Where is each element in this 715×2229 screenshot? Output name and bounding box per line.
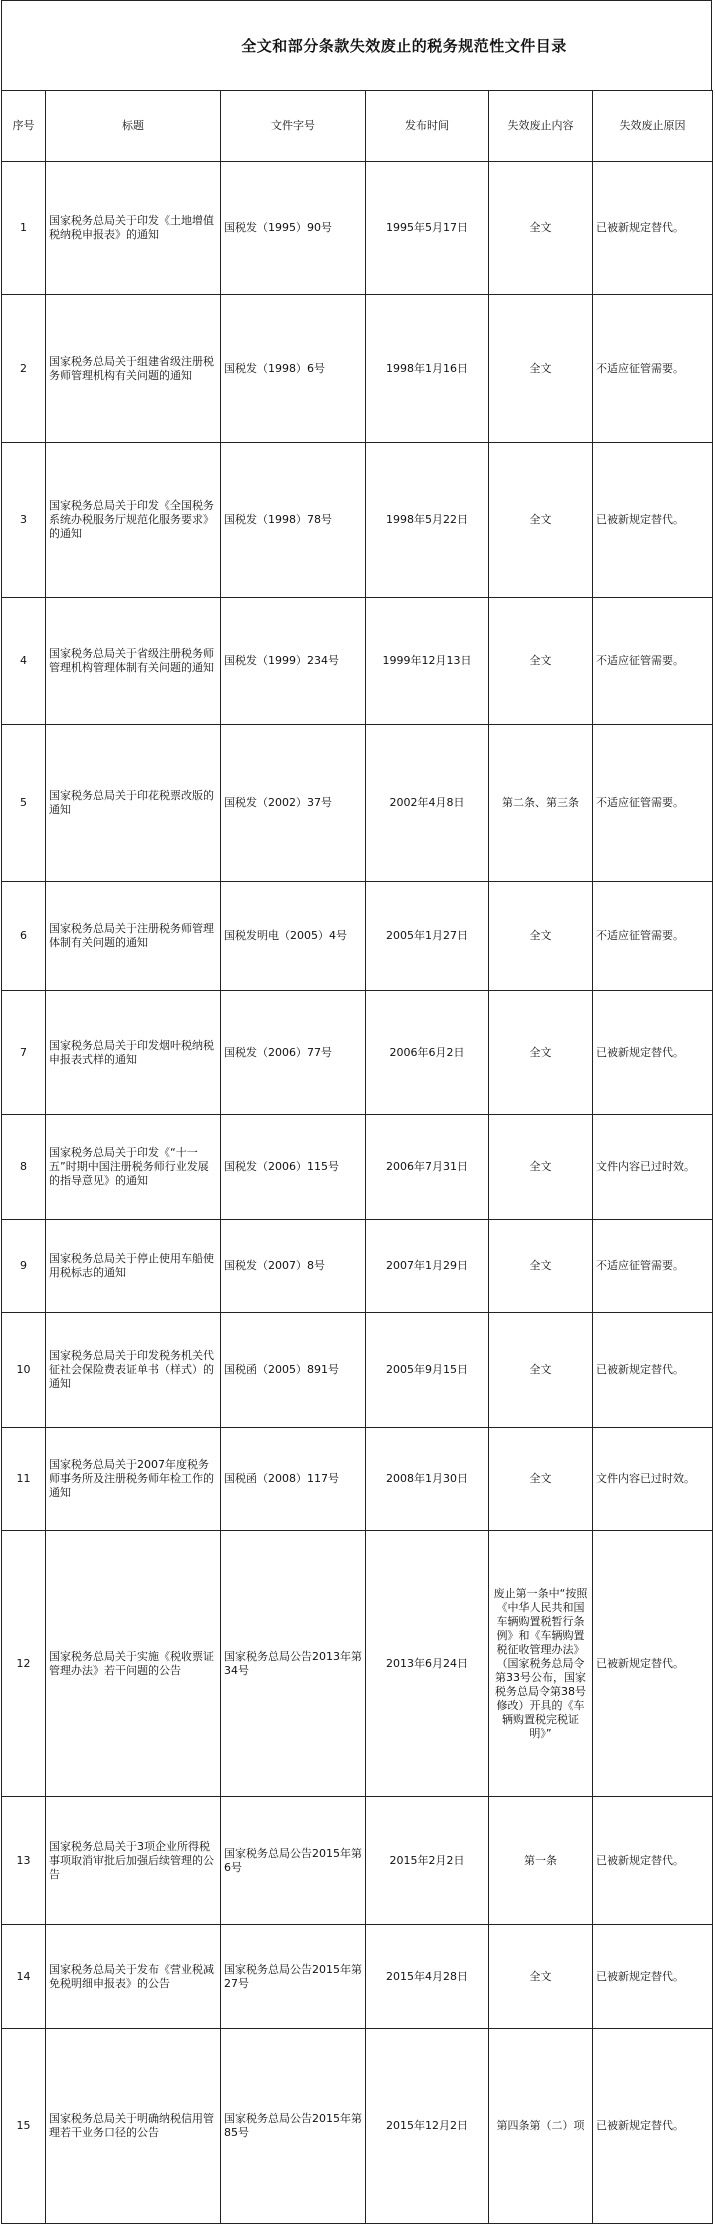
header-row <box>2 91 713 162</box>
row-invalid-content: 全文 <box>489 1313 593 1428</box>
row-invalid-content: 全文 <box>489 162 593 295</box>
table-row <box>2 991 713 1115</box>
table-row <box>2 443 713 598</box>
row-publish-date: 1999年12月13日 <box>366 598 489 725</box>
row-doc-number: 国税发（2002）37号 <box>221 725 366 882</box>
row-number: 12 <box>2 1531 46 1797</box>
row-number: 8 <box>2 1115 46 1220</box>
table-row <box>2 1428 713 1531</box>
row-invalid-reason: 已被新规定替代。 <box>593 2029 713 2224</box>
row-number: 6 <box>2 882 46 991</box>
row-invalid-reason: 已被新规定替代。 <box>593 1925 713 2029</box>
table-row <box>2 1115 713 1220</box>
row-invalid-content: 全文 <box>489 1115 593 1220</box>
row-invalid-reason: 不适应征管需要。 <box>593 882 713 991</box>
row-doc-number: 国税发（2006）77号 <box>221 991 366 1115</box>
row-invalid-reason: 已被新规定替代。 <box>593 443 713 598</box>
row-title: 国家税务总局关于印发《“十一五”时期中国注册税务师行业发展的指导意见》的通知 <box>46 1115 221 1220</box>
row-publish-date: 2006年7月31日 <box>366 1115 489 1220</box>
table-row <box>2 725 713 882</box>
row-invalid-content: 全文 <box>489 443 593 598</box>
row-invalid-content: 全文 <box>489 598 593 725</box>
row-number: 7 <box>2 991 46 1115</box>
row-publish-date: 1995年5月17日 <box>366 162 489 295</box>
row-invalid-reason: 文件内容已过时效。 <box>593 1428 713 1531</box>
row-number: 5 <box>2 725 46 882</box>
row-invalid-content: 全文 <box>489 882 593 991</box>
row-invalid-reason: 已被新规定替代。 <box>593 162 713 295</box>
row-doc-number: 国税发（1998）78号 <box>221 443 366 598</box>
row-title: 国家税务总局关于明确纳税信用管理若干业务口径的公告 <box>46 2029 221 2224</box>
row-doc-number: 国家税务总局公告2015年第85号 <box>221 2029 366 2224</box>
row-invalid-content: 全文 <box>489 295 593 443</box>
row-publish-date: 2006年6月2日 <box>366 991 489 1115</box>
row-invalid-content: 全文 <box>489 991 593 1115</box>
row-title: 国家税务总局关于印花税票改版的通知 <box>46 725 221 882</box>
row-invalid-content: 全文 <box>489 1428 593 1531</box>
row-invalid-reason: 不适应征管需要。 <box>593 1220 713 1313</box>
table-row <box>2 1313 713 1428</box>
row-doc-number: 国家税务总局公告2015年第27号 <box>221 1925 366 2029</box>
table-row <box>2 1220 713 1313</box>
row-doc-number: 国税函（2005）891号 <box>221 1313 366 1428</box>
row-publish-date: 1998年5月22日 <box>366 443 489 598</box>
header-doc-number: 文件字号 <box>221 91 366 162</box>
row-publish-date: 2005年9月15日 <box>366 1313 489 1428</box>
row-title: 国家税务总局关于实施《税收票证管理办法》若干问题的公告 <box>46 1531 221 1797</box>
row-publish-date: 2002年4月8日 <box>366 725 489 882</box>
table-row <box>2 295 713 443</box>
row-doc-number: 国税发（1998）6号 <box>221 295 366 443</box>
table-row <box>2 1531 713 1797</box>
table-row <box>2 1797 713 1925</box>
directory-table <box>1 90 713 2224</box>
row-doc-number: 国税函（2008）117号 <box>221 1428 366 1531</box>
table-row <box>2 162 713 295</box>
row-number: 13 <box>2 1797 46 1925</box>
row-doc-number: 国税发（1995）90号 <box>221 162 366 295</box>
row-doc-number: 国税发（1999）234号 <box>221 598 366 725</box>
row-invalid-content: 废止第一条中“按照《中华人民共和国车辆购置税暂行条例》和《车辆购置税征收管理办法》（国家税务总局令第33号公布，国家税务总局令第38号修改）开具的《车辆购置税完税证明》” <box>489 1531 593 1797</box>
document-sheet <box>1 0 712 2224</box>
table-row <box>2 1925 713 2029</box>
row-title: 国家税务总局关于3项企业所得税事项取消审批后加强后续管理的公告 <box>46 1797 221 1925</box>
row-invalid-content: 全文 <box>489 1220 593 1313</box>
row-invalid-content: 第一条 <box>489 1797 593 1925</box>
row-invalid-reason: 文件内容已过时效。 <box>593 1115 713 1220</box>
row-title: 国家税务总局关于发布《营业税减免税明细申报表》的公告 <box>46 1925 221 2029</box>
row-doc-number: 国税发明电（2005）4号 <box>221 882 366 991</box>
row-number: 1 <box>2 162 46 295</box>
row-invalid-reason: 不适应征管需要。 <box>593 725 713 882</box>
document-title: 全文和部分条款失效废止的税务规范性文件目录 <box>1 0 712 90</box>
row-invalid-reason: 已被新规定替代。 <box>593 1797 713 1925</box>
row-invalid-content: 第二条、第三条 <box>489 725 593 882</box>
row-publish-date: 2008年1月30日 <box>366 1428 489 1531</box>
row-number: 2 <box>2 295 46 443</box>
header-invalid-reason: 失效废止原因 <box>593 91 713 162</box>
row-doc-number: 国税发（2007）8号 <box>221 1220 366 1313</box>
row-invalid-reason: 已被新规定替代。 <box>593 1531 713 1797</box>
row-doc-number: 国家税务总局公告2013年第34号 <box>221 1531 366 1797</box>
row-publish-date: 2015年4月28日 <box>366 1925 489 2029</box>
row-invalid-reason: 已被新规定替代。 <box>593 991 713 1115</box>
row-invalid-content: 第四条第（二）项 <box>489 2029 593 2224</box>
row-title: 国家税务总局关于印发《全国税务系统办税服务厅规范化服务要求》的通知 <box>46 443 221 598</box>
row-publish-date: 1998年1月16日 <box>366 295 489 443</box>
row-number: 14 <box>2 1925 46 2029</box>
row-invalid-reason: 不适应征管需要。 <box>593 295 713 443</box>
header-invalid-content: 失效废止内容 <box>489 91 593 162</box>
row-title: 国家税务总局关于印发税务机关代征社会保险费表证单书（样式）的通知 <box>46 1313 221 1428</box>
row-number: 9 <box>2 1220 46 1313</box>
row-invalid-reason: 不适应征管需要。 <box>593 598 713 725</box>
row-title: 国家税务总局关于2007年度税务师事务所及注册税务师年检工作的通知 <box>46 1428 221 1531</box>
row-title: 国家税务总局关于停止使用车船使用税标志的通知 <box>46 1220 221 1313</box>
row-invalid-reason: 已被新规定替代。 <box>593 1313 713 1428</box>
row-publish-date: 2015年12月2日 <box>366 2029 489 2224</box>
row-publish-date: 2015年2月2日 <box>366 1797 489 1925</box>
table-row <box>2 2029 713 2224</box>
header-title: 标题 <box>46 91 221 162</box>
row-title: 国家税务总局关于印发《土地增值税纳税申报表》的通知 <box>46 162 221 295</box>
row-doc-number: 国家税务总局公告2015年第6号 <box>221 1797 366 1925</box>
row-invalid-content: 全文 <box>489 1925 593 2029</box>
row-number: 4 <box>2 598 46 725</box>
row-doc-number: 国税发（2006）115号 <box>221 1115 366 1220</box>
row-publish-date: 2005年1月27日 <box>366 882 489 991</box>
header-no: 序号 <box>2 91 46 162</box>
table-row <box>2 882 713 991</box>
header-publish-date: 发布时间 <box>366 91 489 162</box>
row-number: 11 <box>2 1428 46 1531</box>
table-row <box>2 598 713 725</box>
row-title: 国家税务总局关于组建省级注册税务师管理机构有关问题的通知 <box>46 295 221 443</box>
row-number: 3 <box>2 443 46 598</box>
row-number: 15 <box>2 2029 46 2224</box>
row-publish-date: 2007年1月29日 <box>366 1220 489 1313</box>
row-title: 国家税务总局关于注册税务师管理体制有关问题的通知 <box>46 882 221 991</box>
row-number: 10 <box>2 1313 46 1428</box>
row-title: 国家税务总局关于印发烟叶税纳税申报表式样的通知 <box>46 991 221 1115</box>
row-title: 国家税务总局关于省级注册税务师管理机构管理体制有关问题的通知 <box>46 598 221 725</box>
row-publish-date: 2013年6月24日 <box>366 1531 489 1797</box>
